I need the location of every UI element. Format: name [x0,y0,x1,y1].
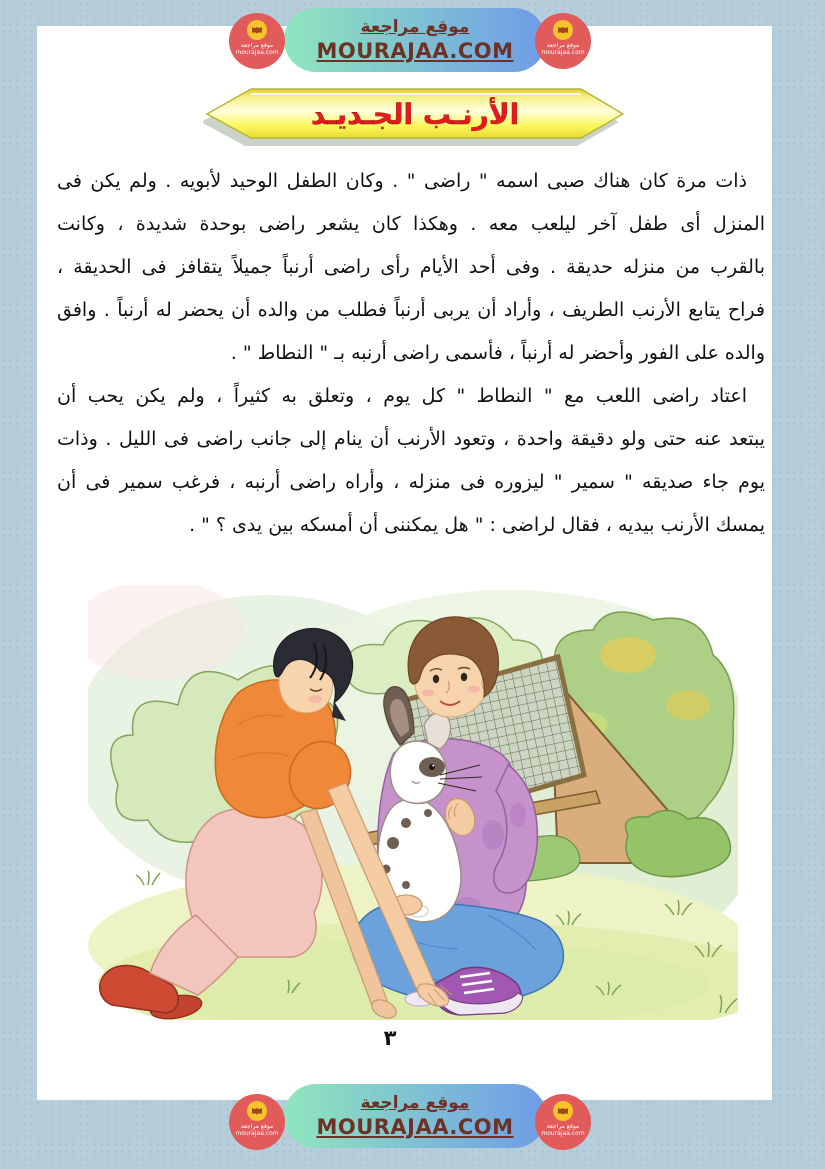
brand-name-arabic: موقع مراجعة [360,1093,470,1114]
story-line: بالقرب من منزله حديقة . وفى أحد الأيام رأى راضى أرنباً جميلاً يتقافز فى الحديقة ، [57,256,765,278]
header-brand-link[interactable] [284,8,546,72]
story-title: الأرنـب الجـديـد [310,98,520,131]
badge-site-name: موقع مراجعة [546,1123,580,1130]
book-icon [247,20,267,40]
story-text [57,160,765,547]
brand-badge [535,13,591,69]
book-icon [553,1101,573,1121]
story-line: يبتعد عنه حتى ولو دقيقة واحدة ، وتعود الأرنب أن ينام إلى جانب راضى فى الليل . وذات [57,428,765,450]
story-line: فراح يتابع الأرنب الطريف ، وأراد أن يربى أرنباً فطلب من والده أن يحضر له أرنباً . وافق [57,299,765,321]
brand-domain: MOURAJAA.COM [316,38,514,63]
story-line: يوم جاء صديقه " سمير " ليزوره فى منزله ، وأراه راضى أرنبه ، فرغب سمير فى أن [57,471,765,493]
page-number: ٣ [383,1026,397,1050]
story-line: المنزل أى طفل آخر ليلعب معه . وهكذا كان يشعر راضى بوحدة شديدة ، وكانت [57,213,765,235]
badge-site-domain: mourajaa.com [235,48,279,56]
brand-badge [229,1094,285,1150]
badge-site-name: موقع مراجعة [240,42,274,49]
book-icon [553,20,573,40]
badge-site-domain: mourajaa.com [235,1129,279,1137]
badge-site-name: موقع مراجعة [546,42,580,49]
badge-site-name: موقع مراجعة [240,1123,274,1130]
footer-brand-link[interactable] [284,1084,546,1148]
story-line: ذات مرة كان هناك صبى اسمه " راضى " . وكان الطفل الوحيد لأبويه . ولم يكن فى [57,170,747,192]
title-banner [203,84,627,146]
story-line: يمسك الأرنب بيديه ، فقال لراضى : " هل يمكننى أن أمسكه بين يدى ؟ " . [189,514,765,536]
story-illustration [88,585,738,1020]
story-line: والده على الفور وأحضر له أرنباً ، فأسمى راضى أرنبه بـ " النطاط " . [230,342,765,364]
badge-site-domain: mourajaa.com [541,1129,585,1137]
brand-name-arabic: موقع مراجعة [360,17,470,38]
brand-domain: MOURAJAA.COM [316,1114,514,1139]
brand-badge [535,1094,591,1150]
badge-site-domain: mourajaa.com [541,48,585,56]
brand-badge [229,13,285,69]
story-line: اعتاد راضى اللعب مع " النطاط " كل يوم ، وتعلق به كثيراً ، ولم يكن يحب أن [57,385,747,407]
book-icon [247,1101,267,1121]
